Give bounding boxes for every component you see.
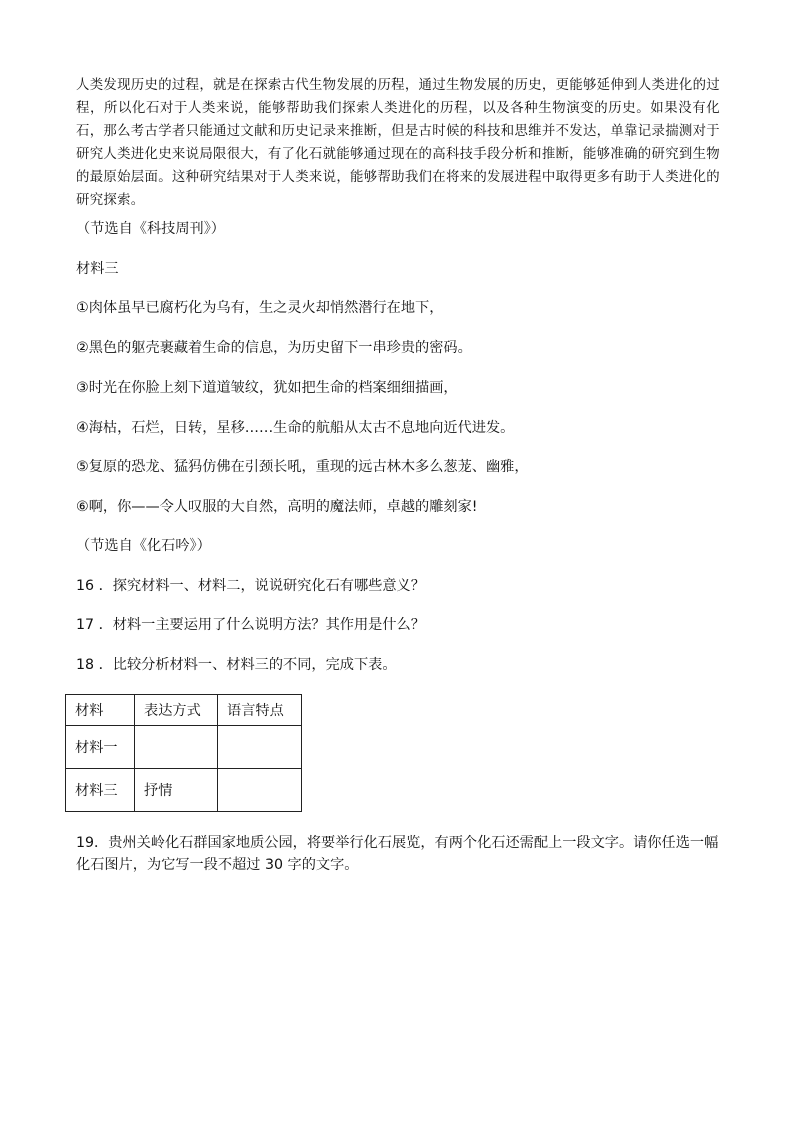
- material-3-heading: 材料三: [76, 261, 119, 277]
- table-header-cell: 材料: [66, 695, 135, 726]
- poem-line-1: ①肉体虽早已腐朽化为乌有，生之灵火却悄然潜行在地下，: [76, 300, 444, 316]
- poem-line-2: ②黑色的躯壳裹藏着生命的信息，为历史留下一串珍贵的密码。: [76, 340, 472, 356]
- question-19: 19．贵州关岭化石群国家地质公园，将要举行化石展览，有两个化石还需配上一段文字。请你任选一幅化石图片，为它写一段不超过 30 字的文字。: [76, 835, 719, 873]
- table-row: [66, 726, 302, 769]
- table-cell: 材料三: [66, 769, 135, 812]
- table-cell: 抒情: [135, 769, 218, 812]
- poem-line-6: ⑥啊，你——令人叹服的大自然，高明的魔法师，卓越的雕刻家!: [76, 499, 478, 515]
- poem-line-4: ④海枯，石烂，日转，星移……生命的航船从太古不息地向近代进发。: [76, 420, 515, 436]
- table-header-row: [66, 695, 302, 726]
- question-18: 18 ．比较分析材料一、材料三的不同，完成下表。: [76, 657, 397, 673]
- comparison-table: [65, 694, 302, 812]
- intro-paragraph: 人类发现历史的过程，就是在探索古代生物发展的历程，通过生物发展的历史，更能够延伸到人类进化的过程，所以化石对于人类来说，能够帮助我们探索人类进化的历程，以及各种生物演变的历史。如果没有化石，那么考古学者只能通过文献和历史记录来推断，但是古时候的科技和思维并不发达，单靠记录揣测对于研究人类进化史来说局限很大，有了化石就能够通过现在的高科技手段分析和推断，能够准确的研究到生物的最原始层面。这种研究结果对于人类来说，能够帮助我们在将来的发展进程中取得更多有助于人类进化的研究探索。: [76, 78, 720, 208]
- table-cell: [218, 726, 302, 769]
- table-cell: [135, 726, 218, 769]
- table-header-cell: 表达方式: [135, 695, 218, 726]
- table-row: [66, 769, 302, 812]
- table-header-cell: 语言特点: [218, 695, 302, 726]
- source-citation-1: （节选自《科技周刊》）: [76, 221, 225, 237]
- question-17: 17 ．材料一主要运用了什么说明方法？其作用是什么？: [76, 617, 425, 633]
- source-citation-2: （节选自《化石吟》）: [76, 538, 211, 554]
- poem-line-5: ⑤复原的恐龙、猛犸仿佛在引颈长吼，重现的远古林木多么葱茏、幽雅，: [76, 459, 529, 475]
- question-16: 16 ．探究材料一、材料二，说说研究化石有哪些意义？: [76, 578, 425, 594]
- poem-line-3: ③时光在你脸上刻下道道皱纹，犹如把生命的档案细细描画，: [76, 380, 458, 396]
- table-cell: [218, 769, 302, 812]
- table-cell: 材料一: [66, 726, 135, 769]
